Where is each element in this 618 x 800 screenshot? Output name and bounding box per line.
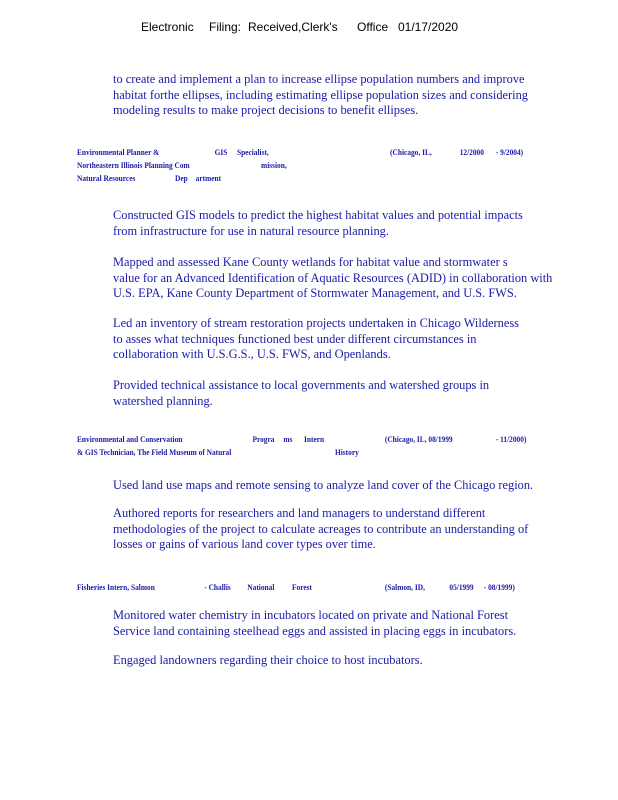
job-paragraph	[113, 316, 603, 363]
text-line: to create and implement a plan to increase ellipse population numbers and improve	[113, 72, 525, 86]
header-office: Office	[357, 20, 389, 34]
text-line: Used land use maps and remote sensing to analyze land cover of the Chicago region.	[113, 478, 534, 492]
employer-part: History	[335, 447, 359, 457]
text-line: Led an inventory of stream restoration projects undertaken in Chicago Wilderness	[113, 316, 519, 330]
text-line: from infrastructure for use in natural resource planning.	[113, 223, 389, 238]
job-title-part: GIS	[214, 147, 228, 157]
text-line: Mapped and assessed Kane County wetlands for habitat value and stormwater s	[113, 255, 508, 269]
text-line: Service land containing steelhead eggs and assisted in placing eggs in incubators.	[113, 623, 517, 638]
job-heading-row	[77, 172, 524, 185]
department: Natural Resources	[77, 173, 136, 183]
header-received: Received,Clerk's	[248, 20, 338, 34]
employer-part: mission,	[261, 160, 287, 170]
job-paragraph	[113, 506, 603, 553]
text-line: watershed planning.	[113, 393, 213, 408]
text-line: Constructed GIS models to predict the highest habitat values and potential impacts	[113, 208, 523, 222]
job-heading-planner	[77, 146, 524, 185]
text-line: modeling results to make project decisions to benefit ellipses.	[113, 103, 419, 117]
job-heading-intern	[77, 433, 527, 459]
job-paragraph	[113, 208, 603, 239]
job-heading-row	[77, 446, 524, 459]
job-title-part: Specialist,	[236, 147, 269, 157]
job-title-part: Progra	[252, 434, 275, 444]
department-part: Dep	[175, 173, 188, 183]
job-title-part: - Challis	[204, 582, 231, 592]
job-title: Fisheries Intern, Salmon	[77, 582, 155, 592]
job-heading-row	[77, 433, 527, 446]
job-start-date: 12/2000	[459, 147, 484, 157]
text-line: value for an Advanced Identification of Aquatic Resources (ADID) in collaboration with	[113, 270, 553, 285]
job-heading-row	[77, 581, 524, 594]
job-title: Environmental and Conservation	[77, 434, 183, 444]
text-line: methodologies of the project to calculate acreages to contribute an understanding of	[113, 521, 529, 536]
job-paragraph	[113, 608, 603, 639]
job-end-date: - 08/1999)	[483, 582, 515, 592]
job-paragraph	[113, 255, 603, 302]
job-heading-row	[77, 159, 524, 172]
job-title-part: ms	[283, 434, 293, 444]
job-heading-row	[77, 146, 524, 159]
job-title-part: Forest	[292, 582, 312, 592]
header-filing: Filing:	[209, 20, 242, 34]
job-heading-fisheries	[77, 581, 524, 594]
job-title-part: Intern	[304, 434, 325, 444]
job-location: (Chicago, IL,	[390, 147, 432, 157]
text-line: U.S. EPA, Kane County Department of Stormwater Management, and U.S. FWS.	[113, 286, 517, 300]
department-part: artment	[195, 173, 222, 183]
job-end-date: - 11/2000)	[495, 434, 527, 444]
intro-paragraph	[113, 72, 603, 119]
text-line: Provided technical assistance to local governments and watershed groups in	[113, 378, 490, 392]
job-location: (Chicago, IL, 08/1999	[384, 434, 453, 444]
text-line: Engaged landowners regarding their choice to host incubators.	[113, 653, 423, 667]
header-date: 01/17/2020	[398, 20, 459, 34]
employer: Northeastern Illinois Planning Com	[77, 160, 190, 170]
text-line: Monitored water chemistry in incubators located on private and National Forest	[113, 608, 509, 622]
text-line: collaboration with U.S.G.S., U.S. FWS, and Openlands.	[113, 347, 391, 361]
job-title: Environmental Planner &	[77, 147, 160, 157]
job-paragraph	[113, 478, 603, 494]
employer: & GIS Technician, The Field Museum of Natural	[77, 447, 232, 457]
job-start-date: 05/1999	[449, 582, 474, 592]
text-line: Authored reports for researchers and land managers to understand different	[113, 506, 486, 520]
job-paragraph	[113, 378, 603, 409]
header-electronic: Electronic	[141, 20, 194, 34]
text-line: losses or gains of various land cover types over time.	[113, 537, 376, 551]
job-paragraph	[113, 653, 603, 669]
job-title-part: National	[247, 582, 275, 592]
job-end-date: - 9/2004)	[495, 147, 524, 157]
text-line: habitat forthe ellipses, including estimating ellipse population sizes and considering	[113, 87, 528, 102]
text-line: to asses what techniques functioned best under different circumstances in	[113, 331, 477, 346]
job-location: (Salmon, ID,	[384, 582, 425, 592]
